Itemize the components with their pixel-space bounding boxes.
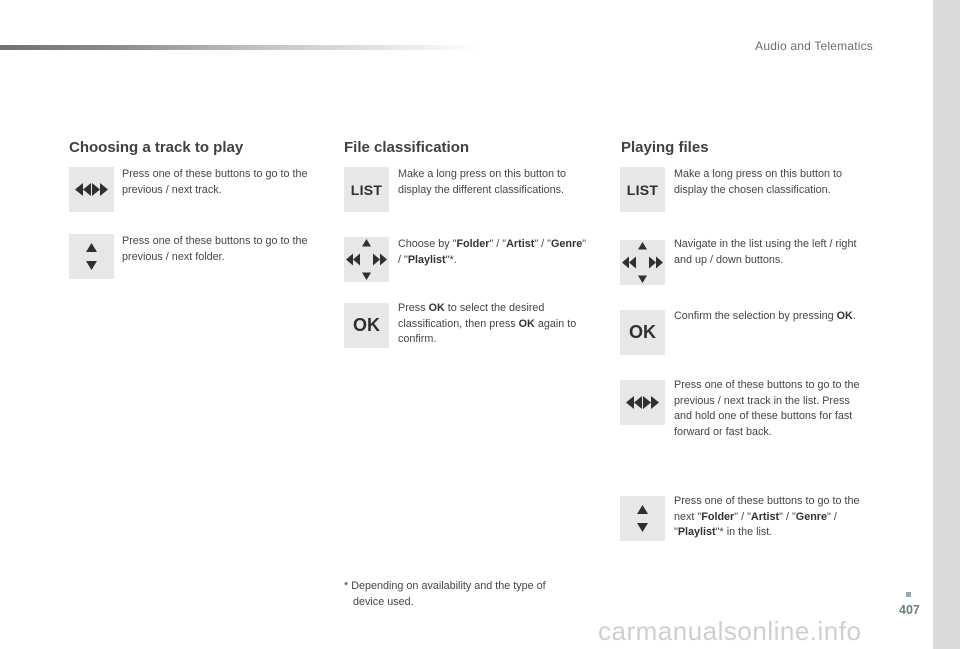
instruction-text: Press one of these buttons to go to the previous / next track. xyxy=(122,168,308,196)
footnote-line: * Depending on availability and the type of xyxy=(344,580,546,592)
four-way-arrows-icon xyxy=(620,240,665,285)
prev-next-arrows-icon xyxy=(69,167,114,212)
instruction-text: Press one of these buttons to go to the next "Folder" / "Artist" / "Genre" / "Playlist"* in the list. xyxy=(674,495,860,538)
list-button-icon xyxy=(620,167,665,212)
prev-next-arrows-icon xyxy=(620,380,665,425)
ok-key-label: OK xyxy=(353,315,380,335)
page-marker xyxy=(906,592,911,597)
instruction-text: Navigate in the list using the left / right and up / down buttons. xyxy=(674,238,857,266)
instruction-text: Choose by "Folder" / "Artist" / "Genre" / "Playlist"*. xyxy=(398,238,587,266)
instruction-text: Press one of these buttons to go to the previous / next track in the list. Press and hold one of these buttons for fast forward or fast back. xyxy=(674,379,860,438)
ok-button-icon xyxy=(620,310,665,355)
footnote-line: device used. xyxy=(353,595,414,608)
list-key-label: LIST xyxy=(626,181,659,198)
ok-key-label: OK xyxy=(629,322,656,342)
instruction-text: Press one of these buttons to go to the previous / next folder. xyxy=(122,235,308,263)
header-rule xyxy=(0,45,480,50)
page-number: 407 xyxy=(899,603,920,617)
watermark: carmanualsonline.info xyxy=(598,616,862,646)
instruction-text: Make a long press on this button to display the chosen classification. xyxy=(674,168,843,196)
instruction-text: Make a long press on this button to display the different classifications. xyxy=(398,168,567,196)
heading-playing-files: Playing files xyxy=(621,139,709,156)
page-edge-tab xyxy=(933,0,960,649)
heading-choosing-track: Choosing a track to play xyxy=(69,139,244,156)
four-way-arrows-icon xyxy=(344,237,389,282)
up-down-arrows-icon xyxy=(69,234,114,279)
up-down-arrows-icon xyxy=(620,496,665,541)
instruction-text: Confirm the selection by pressing OK. xyxy=(674,310,856,322)
section-title: Audio and Telematics xyxy=(755,39,873,53)
list-button-icon xyxy=(344,167,389,212)
footnote xyxy=(344,579,584,610)
list-key-label: LIST xyxy=(350,181,383,198)
heading-file-classification: File classification xyxy=(344,139,470,156)
instruction-text: Press OK to select the desired classification, then press OK again to confirm. xyxy=(398,302,577,345)
ok-button-icon xyxy=(344,303,389,348)
